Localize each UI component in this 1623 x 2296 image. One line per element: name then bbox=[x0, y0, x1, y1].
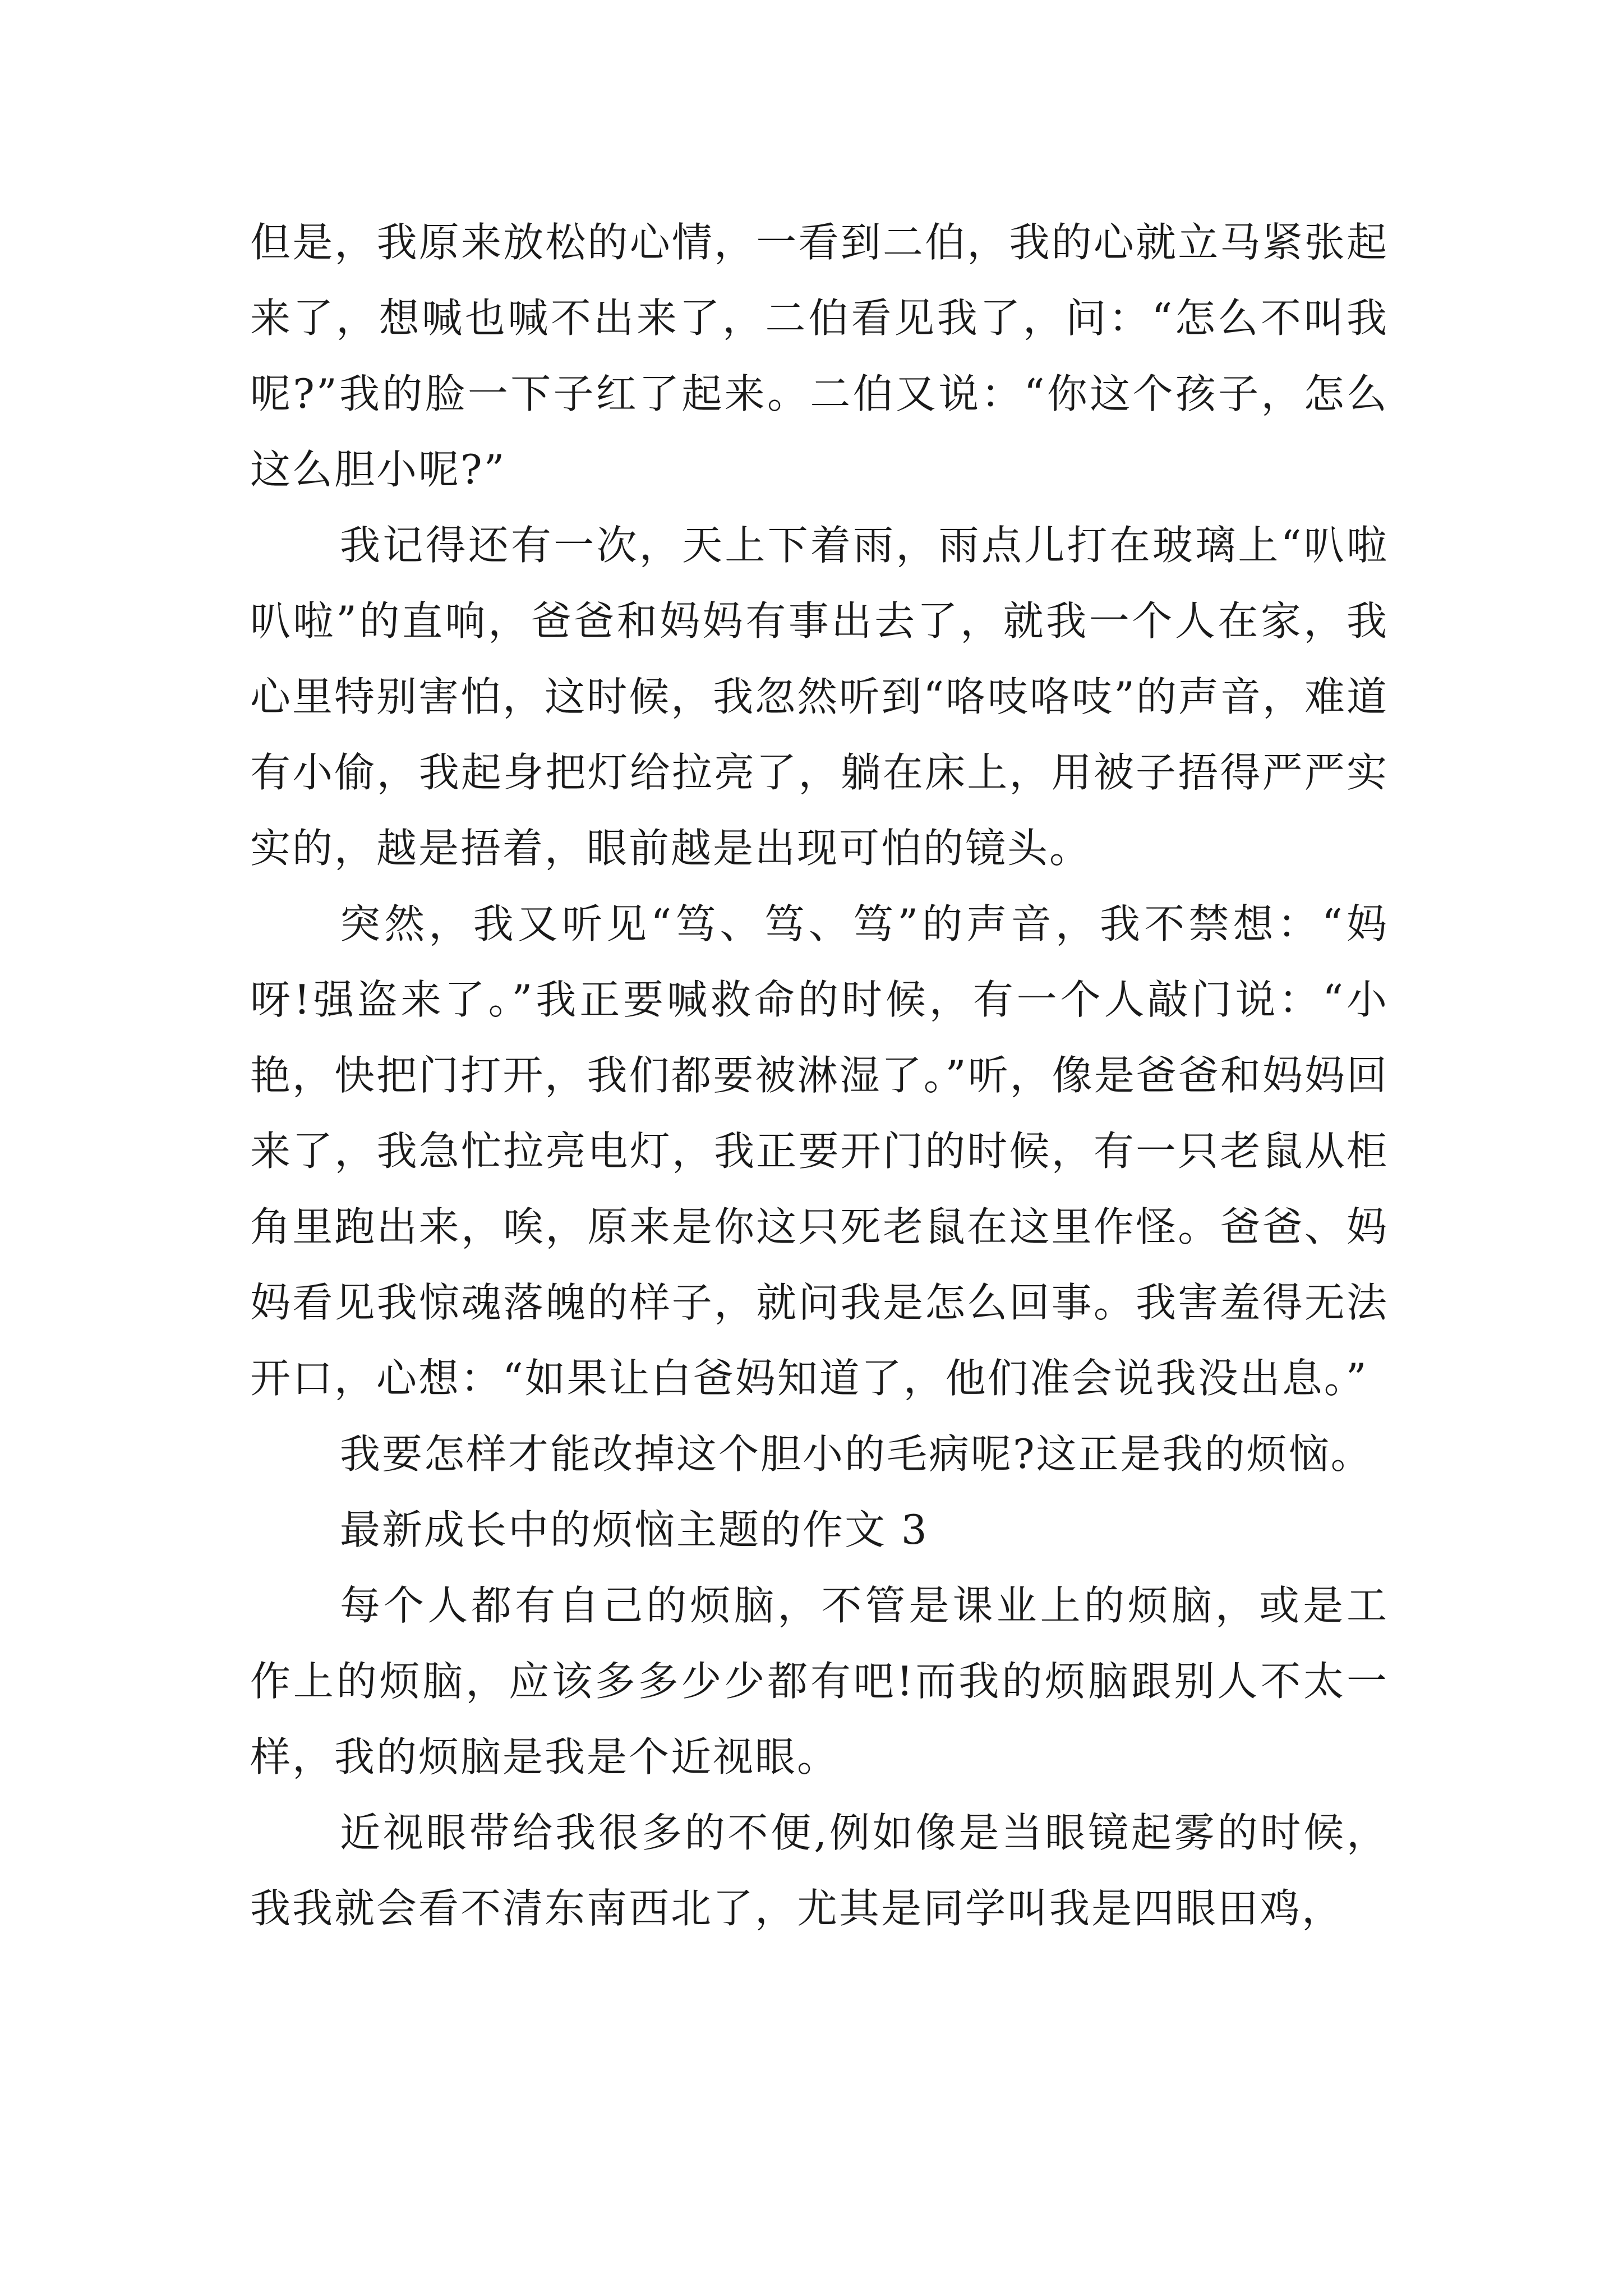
paragraph-6: 近视眼带给我很多的不便,例如像是当眼镜起雾的时候，我我就会看不清东南西北了，尤其是同学叫我是四眼田鸡， bbox=[250, 1809, 1389, 1932]
paragraph-3: 突然，我又听见“笃、笃、笃”的声音，我不禁想：“妈呀!强盗来了。”我正要喊救命的时候，有一个人敲门说：“小艳，快把门打开，我们都要被淋湿了。”听，像是爸爸和妈妈回来了，我急忙拉亮电灯，我正要开门的时候，有一只老鼠从柜角里跑出来，唉，原来是你这只死老鼠在这里作怪。爸爸、妈妈看见我惊魂落魄的样子，就问我是怎么回事。我害羞得无法开口，心想：“如果让白爸妈知道了，他们准会说我没出息。” bbox=[250, 900, 1389, 1402]
paragraph-2: 我记得还有一次，天上下着雨，雨点儿打在玻璃上“叭啦叭啦”的直响，爸爸和妈妈有事出去了，就我一个人在家，我心里特别害怕，这时候，我忽然听到“咯吱咯吱”的声音，难道有小偷，我起身把灯给拉亮了，躺在床上，用被子捂得严严实实的，越是捂着，眼前越是出现可怕的镜头。 bbox=[250, 522, 1389, 872]
body-text bbox=[250, 205, 1389, 1947]
paragraph-1: 但是，我原来放松的心情，一看到二伯，我的心就立马紧张起来了，想喊也喊不出来了，二伯看见我了，问：“怎么不叫我呢?”我的脸一下子红了起来。二伯又说：“你这个孩子，怎么这么胆小呢?” bbox=[250, 219, 1389, 493]
paragraph-4: 我要怎样才能改掉这个胆小的毛病呢?这正是我的烦恼。 bbox=[340, 1430, 1373, 1478]
section-heading: 最新成长中的烦恼主题的作文 3 bbox=[340, 1506, 929, 1553]
paragraph-5: 每个人都有自己的烦脑，不管是课业上的烦脑，或是工作上的烦脑，应该多多少少都有吧!而我的烦脑跟别人不太一样，我的烦脑是我是个近视眼。 bbox=[250, 1582, 1389, 1780]
